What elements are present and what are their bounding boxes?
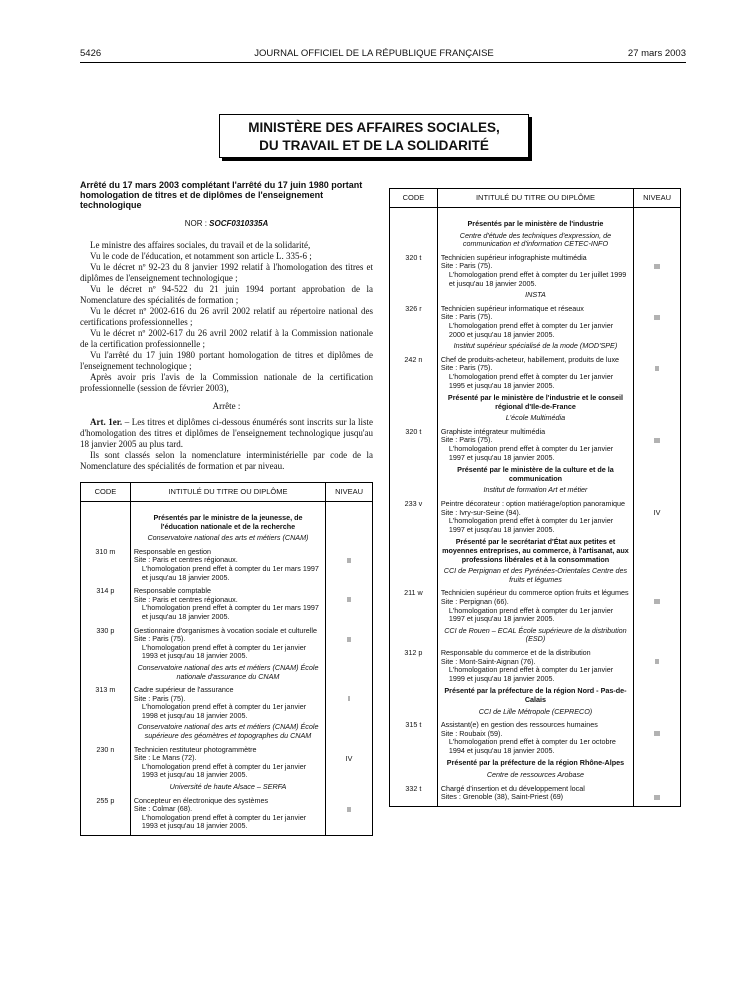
article-1 bbox=[80, 417, 373, 450]
diploma-code: 320 t bbox=[405, 252, 422, 262]
code-cell bbox=[81, 780, 131, 792]
organisation-row bbox=[390, 411, 681, 423]
diploma-code: 255 p bbox=[96, 795, 115, 805]
table-row bbox=[390, 300, 681, 339]
diploma-validity: L'homologation prend effet à compter du 1er janvier 1999 et jusqu'au 18 janvier 2005. bbox=[448, 665, 614, 683]
diploma-title: Technicien supérieur du commerce option fruits et légumes bbox=[440, 588, 629, 598]
diploma-validity: L'homologation prend effet à compter du 1er janvier 1993 et jusqu'au 18 janvier 2005. bbox=[141, 761, 307, 780]
organisation-name: Centre d'étude des techniques d'expression, de communication et d'information CETEC-INFO bbox=[459, 230, 612, 249]
code-cell bbox=[390, 564, 438, 584]
presenter-row bbox=[390, 755, 681, 768]
table-row bbox=[81, 792, 373, 831]
diploma-title: Cadre supérieur de l'assurance bbox=[133, 685, 234, 695]
arrete-heading: Arrête : bbox=[212, 401, 241, 411]
title-cell bbox=[437, 483, 633, 495]
code-cell bbox=[81, 510, 131, 531]
code-cell bbox=[390, 534, 438, 564]
code-cell bbox=[81, 681, 131, 720]
level-cell bbox=[634, 390, 681, 411]
title-cell bbox=[130, 792, 325, 831]
article-1-classification: Ils sont classés selon la nomenclature interministérielle par code de la Nomenclature des spécialités de formation et par niveau. bbox=[80, 450, 373, 471]
code-cell bbox=[390, 683, 438, 704]
diploma-level: II bbox=[347, 555, 352, 565]
level-cell bbox=[634, 624, 681, 644]
title-cell bbox=[437, 288, 633, 300]
nor-label: NOR : bbox=[184, 219, 210, 228]
title-cell bbox=[437, 564, 633, 584]
organisation-row bbox=[81, 720, 373, 740]
title-cell bbox=[437, 462, 633, 483]
level-cell bbox=[634, 339, 681, 351]
diploma-site: Site : Paris (75). bbox=[440, 435, 493, 445]
spacer-cell bbox=[437, 208, 633, 217]
organisation-row bbox=[81, 661, 373, 681]
presenter-heading: Présenté par la préfecture de la région Nord - Pas-de-Calais bbox=[444, 686, 627, 704]
decree-paragraphs bbox=[80, 240, 373, 394]
diploma-level: III bbox=[654, 792, 661, 802]
diploma-code: 310 m bbox=[95, 546, 116, 556]
presenter-heading: Présentés par le ministère de l'industrie bbox=[467, 219, 604, 228]
diploma-title: Gestionnaire d'organismes à vocation sociale et culturelle bbox=[133, 625, 317, 635]
level-cell bbox=[634, 584, 681, 623]
diploma-title: Responsable comptable bbox=[133, 586, 211, 596]
decree-paragraph: Le ministre des affaires sociales, du travail et de la solidarité, bbox=[90, 240, 311, 250]
level-cell bbox=[634, 483, 681, 495]
diploma-site: Site : Colmar (68). bbox=[133, 804, 193, 814]
code-cell bbox=[390, 249, 438, 288]
title-cell bbox=[437, 716, 633, 755]
organisation-row bbox=[390, 339, 681, 351]
decree-text bbox=[80, 180, 373, 472]
level-cell bbox=[326, 622, 373, 661]
table-row bbox=[81, 681, 373, 720]
code-cell bbox=[390, 768, 438, 780]
organisation-name: Conservatoire national des arts et métiers (CNAM) École nationale d'assurance du CNAM bbox=[137, 662, 319, 681]
level-cell bbox=[634, 495, 681, 534]
table-end-row bbox=[81, 831, 373, 836]
level-cell bbox=[634, 351, 681, 390]
level-cell bbox=[634, 249, 681, 288]
title-cell bbox=[437, 249, 633, 288]
diploma-site: Site : Paris (75). bbox=[133, 634, 186, 644]
diploma-site: Sites : Grenoble (38), Saint-Priest (69) bbox=[440, 792, 564, 802]
diploma-level: III bbox=[654, 729, 661, 739]
organisation-row bbox=[390, 564, 681, 584]
end-cell bbox=[437, 802, 633, 807]
diploma-site: Site : Le Mans (72). bbox=[133, 753, 197, 763]
diploma-validity: L'homologation prend effet à compter du 1er janvier 2000 et jusqu'au 18 janvier 2005. bbox=[448, 320, 614, 339]
diploma-validity: L'homologation prend effet à compter du 1er janvier 1997 et jusqu'au 18 janvier 2005. bbox=[448, 605, 614, 624]
title-cell bbox=[437, 411, 633, 423]
title-cell bbox=[437, 495, 633, 534]
organisation-row bbox=[390, 705, 681, 717]
code-cell bbox=[81, 741, 131, 780]
diploma-title: Concepteur en électronique des systèmes bbox=[133, 795, 269, 805]
page-number: 5426 bbox=[80, 48, 102, 59]
diploma-level: III bbox=[654, 597, 661, 607]
diploma-site: Site : Paris (75). bbox=[440, 261, 493, 271]
level-cell bbox=[634, 216, 681, 229]
col-code-header: CODE bbox=[81, 483, 131, 502]
organisation-name: Conservatoire national des arts et métiers (CNAM) bbox=[147, 533, 309, 543]
presenter-heading: Présenté par le ministère de l'industrie et le conseil régional d'Ile-de-France bbox=[447, 393, 623, 411]
spacer-cell bbox=[130, 502, 325, 511]
nor-reference bbox=[80, 219, 373, 228]
spacer-row bbox=[81, 502, 373, 511]
level-cell bbox=[634, 288, 681, 300]
organisation-row bbox=[390, 288, 681, 300]
banner-line-2: DU TRAVAIL ET DE LA SOLIDARITÉ bbox=[259, 138, 489, 153]
journal-title: JOURNAL OFFICIEL DE LA RÉPUBLIQUE FRANÇAISE bbox=[254, 48, 494, 59]
level-cell bbox=[634, 683, 681, 704]
diploma-validity: L'homologation prend effet à compter du 1er octobre 1994 et jusqu'au 18 janvier 2005. bbox=[448, 737, 616, 755]
code-cell bbox=[390, 705, 438, 717]
code-cell bbox=[390, 411, 438, 423]
level-cell bbox=[634, 534, 681, 564]
nor-code: SOCF0310335A bbox=[209, 219, 269, 228]
decree-paragraph: Vu le décret nº 2002-617 du 26 avril 2002 relatif à la Commission nationale de la certification professionnelle ; bbox=[80, 328, 373, 349]
code-cell bbox=[81, 792, 131, 831]
table-row bbox=[390, 351, 681, 390]
diploma-validity: L'homologation prend effet à compter du 1er mars 1997 et jusqu'au 18 janvier 2005. bbox=[141, 603, 319, 621]
diploma-level: II bbox=[347, 804, 352, 814]
col-level-header: NIVEAU bbox=[634, 189, 681, 208]
organisation-row bbox=[390, 624, 681, 644]
diploma-site: Site : Paris (75). bbox=[440, 312, 493, 322]
diploma-level: II bbox=[347, 634, 352, 644]
title-cell bbox=[130, 531, 325, 543]
title-cell bbox=[437, 534, 633, 564]
decree-paragraph: Vu le décret nº 2002-616 du 26 avril 2002 relatif au répertoire national des certifications professionnelles ; bbox=[80, 306, 373, 327]
end-cell bbox=[390, 802, 438, 807]
level-cell bbox=[634, 229, 681, 249]
code-cell bbox=[390, 229, 438, 249]
level-cell bbox=[634, 755, 681, 768]
decree-paragraph: Vu l'arrêté du 17 juin 1980 portant homologation de titres et diplômes de l'enseignement technologique ; bbox=[80, 350, 373, 371]
diploma-level: III bbox=[654, 261, 661, 271]
col-code-header: CODE bbox=[390, 189, 438, 208]
table-row bbox=[390, 716, 681, 755]
title-cell bbox=[437, 683, 633, 704]
diploma-title: Technicien restituteur photogrammètre bbox=[133, 744, 257, 754]
diploma-level: I bbox=[348, 694, 351, 704]
table-row bbox=[390, 495, 681, 534]
title-cell bbox=[437, 768, 633, 780]
title-cell bbox=[437, 423, 633, 462]
code-cell bbox=[81, 531, 131, 543]
diploma-validity: L'homologation prend effet à compter du 1er janvier 1995 et jusqu'au 18 janvier 2005. bbox=[448, 371, 614, 390]
level-cell bbox=[634, 300, 681, 339]
organisation-name: CCI de Perpignan et des Pyrénées-Orientales Centre des fruits et légumes bbox=[443, 566, 628, 584]
organisation-row bbox=[81, 780, 373, 792]
code-cell bbox=[390, 624, 438, 644]
organisation-row bbox=[390, 768, 681, 780]
title-cell bbox=[437, 390, 633, 411]
diploma-code: 326 r bbox=[405, 303, 422, 313]
diploma-validity: L'homologation prend effet à compter du 1er janvier 1998 et jusqu'au 18 janvier 2005. bbox=[141, 702, 307, 720]
table-row bbox=[390, 584, 681, 623]
diploma-validity: L'homologation prend effet à compter du 1er janvier 1997 et jusqu'au 18 janvier 2005. bbox=[448, 516, 614, 534]
diploma-site: Site : Paris (75). bbox=[440, 363, 493, 373]
code-cell bbox=[81, 720, 131, 740]
diploma-title: Peintre décorateur : option matiérage/option panoramique bbox=[440, 499, 626, 509]
code-cell bbox=[390, 390, 438, 411]
level-cell bbox=[634, 768, 681, 780]
level-cell bbox=[634, 411, 681, 423]
title-cell bbox=[437, 229, 633, 249]
diploma-title: Responsable en gestion bbox=[133, 546, 211, 556]
col-level-header: NIVEAU bbox=[326, 483, 373, 502]
title-cell bbox=[130, 622, 325, 661]
diploma-validity: L'homologation prend effet à compter du 1er juillet 1999 et jusqu'au 18 janvier 2005. bbox=[448, 269, 627, 288]
header-rule bbox=[80, 62, 686, 63]
end-cell bbox=[326, 831, 373, 836]
diploma-site: Site : Paris et centres régionaux. bbox=[133, 555, 238, 565]
title-cell bbox=[437, 339, 633, 351]
end-cell bbox=[130, 831, 325, 836]
diploma-title: Graphiste intégrateur multimédia bbox=[440, 426, 546, 436]
spacer-row bbox=[390, 208, 681, 217]
level-cell bbox=[326, 582, 373, 621]
table-end-row bbox=[390, 802, 681, 807]
diploma-level: IV bbox=[653, 508, 661, 518]
organisation-name: CCI de Lille Métropole (CEPRECO) bbox=[478, 706, 593, 716]
decree-paragraph: Vu le décret nº 92-23 du 8 janvier 1992 relatif à l'homologation des titres et diplômes de l'enseignement technologique ; bbox=[80, 262, 373, 283]
level-cell bbox=[634, 716, 681, 755]
code-cell bbox=[390, 483, 438, 495]
table-row bbox=[81, 543, 373, 582]
level-cell bbox=[634, 564, 681, 584]
diploma-level: IV bbox=[345, 753, 353, 763]
code-cell bbox=[390, 716, 438, 755]
title-cell bbox=[130, 780, 325, 792]
organisation-name: Centre de ressources Arobase bbox=[486, 770, 585, 780]
presenter-row bbox=[81, 510, 373, 531]
code-cell bbox=[81, 543, 131, 582]
end-cell bbox=[81, 831, 131, 836]
code-cell bbox=[390, 755, 438, 768]
table-row bbox=[390, 249, 681, 288]
presenter-row bbox=[390, 216, 681, 229]
code-cell bbox=[81, 582, 131, 621]
code-cell bbox=[390, 288, 438, 300]
diploma-code: 315 t bbox=[405, 720, 422, 730]
diploma-code: 314 p bbox=[96, 586, 115, 596]
table-row bbox=[390, 780, 681, 803]
diploma-code: 332 t bbox=[405, 783, 422, 793]
presenter-row bbox=[390, 462, 681, 483]
title-cell bbox=[130, 681, 325, 720]
organisation-name: Institut supérieur spécialisé de la mode (MOD'SPE) bbox=[453, 341, 618, 351]
code-cell bbox=[390, 216, 438, 229]
level-cell bbox=[326, 792, 373, 831]
presenter-heading: Présenté par la préfecture de la région Rhône-Alpes bbox=[446, 758, 625, 768]
level-cell bbox=[326, 681, 373, 720]
level-cell bbox=[326, 780, 373, 792]
level-cell bbox=[634, 462, 681, 483]
level-cell bbox=[634, 705, 681, 717]
diploma-level: II bbox=[655, 363, 660, 373]
organisation-name: CCI de Rouen – ECAL École supérieure de la distribution (ESD) bbox=[444, 625, 627, 644]
title-cell bbox=[437, 644, 633, 683]
organisation-row bbox=[81, 531, 373, 543]
diploma-validity: L'homologation prend effet à compter du 1er janvier 1997 et jusqu'au 18 janvier 2005. bbox=[448, 444, 614, 462]
diploma-site: Site : Mont-Saint-Aignan (76). bbox=[440, 656, 536, 666]
diploma-code: 320 t bbox=[405, 426, 422, 436]
diploma-title: Technicien supérieur infographiste multimédia bbox=[440, 252, 587, 262]
diploma-code: 230 n bbox=[96, 744, 115, 754]
code-cell bbox=[390, 495, 438, 534]
presenter-row bbox=[390, 683, 681, 704]
spacer-cell bbox=[390, 208, 438, 217]
code-cell bbox=[390, 462, 438, 483]
end-cell bbox=[634, 802, 681, 807]
diploma-table-right bbox=[389, 188, 681, 807]
diploma-code: 330 p bbox=[96, 625, 115, 635]
spacer-cell bbox=[326, 502, 373, 511]
title-cell bbox=[130, 582, 325, 621]
diploma-site: Site : Paris et centres régionaux. bbox=[133, 594, 238, 604]
table-row bbox=[81, 582, 373, 621]
table-row bbox=[390, 644, 681, 683]
title-cell bbox=[437, 216, 633, 229]
code-cell bbox=[390, 780, 438, 803]
organisation-name: Institut de formation Art et métier bbox=[483, 485, 588, 495]
code-cell bbox=[390, 644, 438, 683]
organisation-name: Conservatoire national des arts et métiers (CNAM) École supérieure des géomètres et topographes du CNAM bbox=[137, 722, 319, 741]
title-cell bbox=[437, 705, 633, 717]
presenter-heading: Présenté par le secrétariat d'État aux petites et moyennes entreprises, au commerce, à l'artisanat, aux professions libérales et à la consommation bbox=[442, 537, 629, 564]
title-cell bbox=[437, 624, 633, 644]
decree-title: Arrêté du 17 mars 2003 complétant l'arrêté du 17 juin 1980 portant homologation de titres et de diplômes de l'enseignement technologique bbox=[80, 180, 363, 210]
diploma-level: III bbox=[654, 312, 661, 322]
spacer-cell bbox=[634, 208, 681, 217]
ministry-banner bbox=[219, 114, 529, 158]
title-cell bbox=[437, 755, 633, 768]
diploma-code: 211 w bbox=[404, 588, 423, 598]
article-1-label: Art. 1er. bbox=[90, 417, 123, 427]
diploma-code: 242 n bbox=[404, 354, 423, 364]
level-cell bbox=[326, 510, 373, 531]
diploma-title: Technicien supérieur informatique et réseaux bbox=[440, 303, 584, 313]
level-cell bbox=[634, 780, 681, 803]
diploma-validity: L'homologation prend effet à compter du 1er janvier 1993 et jusqu'au 18 janvier 2005. bbox=[141, 812, 307, 831]
diploma-title: Chef de produits-acheteur, habillement, produits de luxe bbox=[440, 354, 620, 364]
table-row bbox=[81, 622, 373, 661]
title-cell bbox=[130, 741, 325, 780]
diploma-code: 312 p bbox=[404, 647, 423, 657]
diploma-title: Chargé d'insertion et du développement local bbox=[440, 783, 585, 793]
title-cell bbox=[130, 510, 325, 531]
diploma-validity: L'homologation prend effet à compter du 1er mars 1997 et jusqu'au 18 janvier 2005. bbox=[141, 563, 319, 582]
diploma-code: 233 v bbox=[404, 499, 423, 509]
organisation-name: L'école Multimédia bbox=[505, 413, 566, 423]
table-row bbox=[390, 423, 681, 462]
level-cell bbox=[326, 720, 373, 740]
title-cell bbox=[130, 661, 325, 681]
title-cell bbox=[437, 780, 633, 803]
level-cell bbox=[326, 661, 373, 681]
title-cell bbox=[130, 543, 325, 582]
level-cell bbox=[634, 423, 681, 462]
title-cell bbox=[437, 351, 633, 390]
diploma-site: Site : Paris (75). bbox=[133, 693, 186, 703]
level-cell bbox=[326, 531, 373, 543]
code-cell bbox=[390, 339, 438, 351]
col-title-header: INTITULÉ DU TITRE OU DIPLÔME bbox=[437, 189, 633, 208]
presenter-heading: Présenté par le ministère de la culture et de la communication bbox=[457, 465, 614, 483]
diploma-validity: L'homologation prend effet à compter du 1er janvier 1993 et jusqu'au 18 janvier 2005. bbox=[141, 642, 307, 661]
diploma-level: II bbox=[655, 656, 660, 666]
level-cell bbox=[326, 741, 373, 780]
decree-paragraph: Vu le décret nº 94-522 du 21 juin 1994 portant approbation de la Nomenclature des spécialités de formation ; bbox=[80, 284, 373, 305]
organisation-row bbox=[390, 229, 681, 249]
organisation-row bbox=[390, 483, 681, 495]
title-cell bbox=[437, 300, 633, 339]
spacer-cell bbox=[81, 502, 131, 511]
code-cell bbox=[81, 622, 131, 661]
diploma-site: Site : Perpignan (66). bbox=[440, 596, 509, 606]
level-cell bbox=[634, 644, 681, 683]
presenter-row bbox=[390, 534, 681, 564]
diploma-level: III bbox=[654, 435, 661, 445]
presenter-row bbox=[390, 390, 681, 411]
code-cell bbox=[390, 300, 438, 339]
title-cell bbox=[130, 720, 325, 740]
organisation-name: Université de haute Alsace – SERFA bbox=[169, 782, 287, 792]
article-1-text: – Les titres et diplômes ci-dessous énumérés sont inscrits sur la liste d'homologation des titres et diplômes de l'enseignement technologique jusqu'au 18 janvier 2005 au plus tard. bbox=[80, 417, 373, 449]
issue-date: 27 mars 2003 bbox=[627, 48, 686, 59]
banner-line-1: MINISTÈRE DES AFFAIRES SOCIALES, bbox=[248, 120, 500, 135]
level-cell bbox=[326, 543, 373, 582]
diploma-title: Responsable du commerce et de la distribution bbox=[440, 647, 591, 657]
diploma-site: Site : Ivry-sur-Seine (94). bbox=[440, 507, 521, 517]
col-title-header: INTITULÉ DU TITRE OU DIPLÔME bbox=[130, 483, 325, 502]
presenter-heading: Présentés par le ministre de la jeunesse, de l'éducation nationale et de la recherche bbox=[153, 513, 303, 531]
table-row bbox=[81, 741, 373, 780]
code-cell bbox=[390, 351, 438, 390]
diploma-code: 313 m bbox=[95, 685, 116, 695]
decree-paragraph: Vu le code de l'éducation, et notamment son article L. 335-6 ; bbox=[90, 251, 312, 261]
diploma-table-left bbox=[80, 482, 373, 836]
code-cell bbox=[81, 661, 131, 681]
diploma-site: Site : Roubaix (59). bbox=[440, 728, 503, 738]
code-cell bbox=[390, 423, 438, 462]
diploma-level: II bbox=[347, 595, 352, 605]
title-cell bbox=[437, 584, 633, 623]
diploma-title: Assistant(e) en gestion des ressources humaines bbox=[440, 720, 598, 730]
code-cell bbox=[390, 584, 438, 623]
organisation-name: INSTA bbox=[525, 290, 546, 300]
decree-paragraph: Après avoir pris l'avis de la Commission nationale de la certification professionnelle (session de février 2003), bbox=[80, 372, 373, 393]
